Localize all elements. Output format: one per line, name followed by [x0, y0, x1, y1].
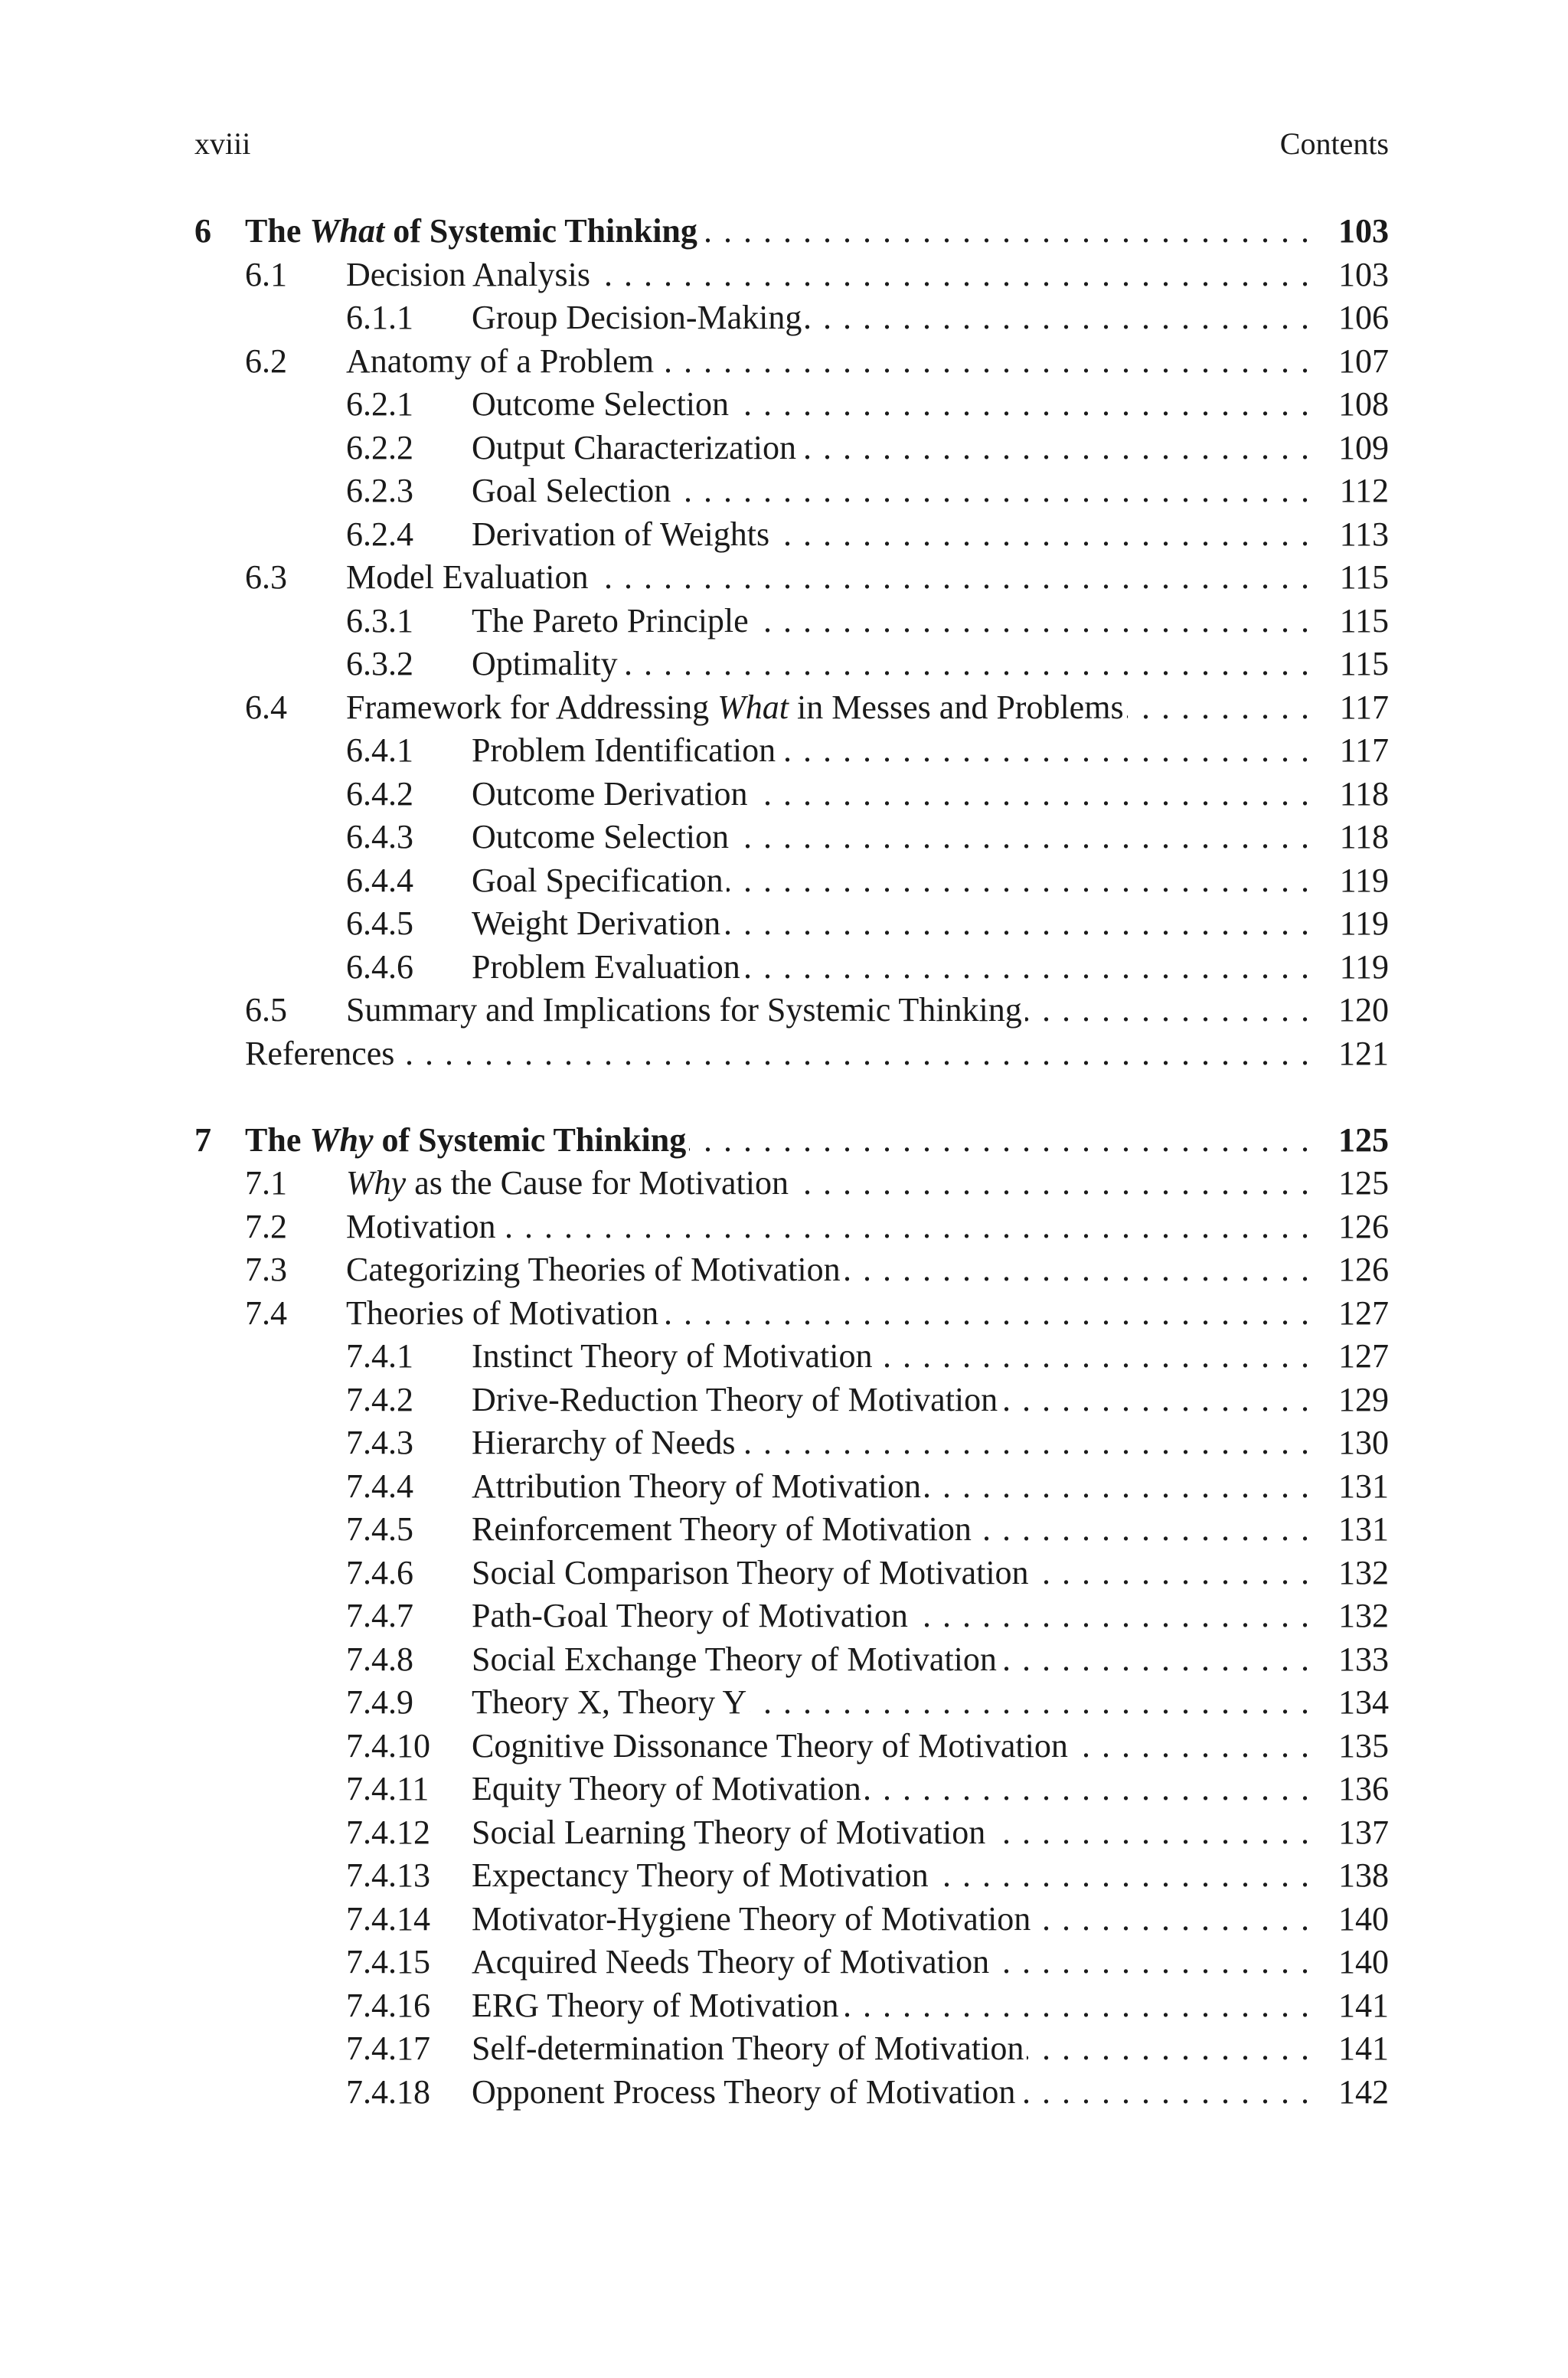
section-entry[interactable] — [0, 728, 1568, 774]
entry-title-text: Categorizing Theories of Motivation — [346, 1251, 841, 1288]
entry-title-text: Opponent Process Theory of Motivation — [472, 2072, 1016, 2111]
entry-number: 7.4.3 — [346, 1424, 413, 1461]
entry-title-leader — [346, 252, 1311, 298]
entry-title-leader — [472, 944, 1311, 990]
section-entry[interactable] — [0, 1723, 1568, 1769]
entry-title-leader — [346, 1160, 1311, 1206]
entry-title-text: Outcome Selection — [472, 818, 730, 855]
entry-number: 7.1 — [245, 1164, 287, 1202]
entry-title-leader — [472, 1506, 1311, 1552]
entry-number: 7.3 — [245, 1251, 287, 1288]
entry-page-number: 103 — [1338, 212, 1389, 250]
entry-title — [472, 948, 743, 986]
references-entry[interactable] — [0, 1031, 1568, 1077]
entry-title — [472, 1683, 750, 1721]
entry-title-leader — [472, 1593, 1311, 1639]
section-entry[interactable] — [0, 2069, 1568, 2115]
entry-page-number: 113 — [1339, 515, 1389, 553]
section-entry[interactable] — [0, 1160, 1568, 1206]
entry-page-number: 120 — [1338, 991, 1389, 1029]
entry-number: 7.4.4 — [346, 1467, 413, 1505]
entry-page-number: 133 — [1338, 1640, 1389, 1678]
entry-number: 7.4.16 — [346, 1986, 430, 2024]
entry-title-text: Anatomy of a Problem — [346, 342, 655, 380]
entry-number: 7.2 — [245, 1207, 287, 1245]
section-entry[interactable] — [0, 512, 1568, 558]
entry-number: 6.4.5 — [346, 904, 413, 942]
entry-page-number: 115 — [1339, 601, 1389, 639]
entry-title-text: Reinforcement Theory of Motivation — [472, 1510, 972, 1548]
entry-page-number: 126 — [1338, 1207, 1389, 1245]
entry-title-text: Weight Derivation — [472, 904, 721, 942]
entry-title-text: Equity Theory of Motivation — [472, 1770, 861, 1807]
section-entry[interactable] — [0, 1983, 1568, 2029]
entry-page-number: 136 — [1338, 1770, 1389, 1807]
entry-title — [472, 1943, 992, 1981]
section-entry[interactable] — [0, 1766, 1568, 1812]
entry-number: 6.3.1 — [346, 601, 413, 639]
running-head: Contents — [1279, 126, 1389, 161]
entry-title — [472, 2073, 1018, 2111]
entry-title-text: in Messes and Problems — [789, 688, 1124, 726]
entry-title-text: Cognitive Dissonance Theory of Motivation — [472, 1726, 1068, 1765]
entry-page-number: 119 — [1339, 947, 1389, 986]
entry-title-leader — [346, 1247, 1311, 1293]
section-entry[interactable] — [0, 295, 1568, 341]
section-entry[interactable] — [0, 1810, 1568, 1856]
entry-title-text: Expectancy Theory of Motivation — [472, 1856, 929, 1894]
entry-number: 7.4.15 — [346, 1943, 430, 1981]
entry-number: 6.2 — [245, 342, 287, 380]
entry-title-text: Acquired Needs Theory of Motivation — [472, 1943, 990, 1981]
entry-title-leader — [472, 425, 1311, 471]
entry-title-text: Derivation of Weights — [472, 515, 770, 553]
entry-title-leader — [472, 1939, 1311, 1985]
entry-title-text: Attribution Theory of Motivation — [472, 1467, 922, 1505]
chapter-entry[interactable] — [0, 1117, 1568, 1163]
entry-title-text: The Pareto Principle — [472, 601, 749, 639]
entry-number: 7.4.13 — [346, 1856, 430, 1894]
entry-title — [472, 1554, 1032, 1591]
entry-title-leader — [472, 1333, 1311, 1379]
entry-number: 7.4.14 — [346, 1899, 430, 1938]
entry-title-leader — [472, 1377, 1311, 1423]
entry-title-text: Outcome Derivation — [472, 774, 748, 813]
entry-page-number: 135 — [1338, 1726, 1389, 1765]
entry-title-leader — [472, 1550, 1311, 1596]
section-entry[interactable] — [0, 1550, 1568, 1596]
entry-title-text: Goal Specification — [472, 861, 724, 899]
entry-page-number: 125 — [1338, 1120, 1389, 1159]
entry-title-leader — [472, 901, 1311, 947]
entry-title-leader — [346, 554, 1311, 600]
entry-page-number: 132 — [1338, 1553, 1389, 1591]
entry-page-number: 129 — [1338, 1380, 1389, 1418]
entry-title-leader — [472, 512, 1311, 558]
entry-number: 6.1 — [245, 255, 287, 293]
entry-page-number: 132 — [1338, 1597, 1389, 1634]
entry-title — [245, 212, 701, 250]
entry-title — [472, 602, 752, 639]
entry-title-text: Group Decision-Making — [472, 299, 802, 336]
entry-title — [346, 1208, 499, 1245]
entry-title — [472, 429, 799, 466]
entry-number: 7.4.2 — [346, 1380, 413, 1418]
section-entry[interactable] — [0, 1204, 1568, 1250]
section-entry[interactable] — [0, 1853, 1568, 1899]
entry-page-number: 130 — [1338, 1424, 1389, 1461]
entry-title-text: Drive-Reduction Theory of Motivation — [472, 1380, 998, 1418]
entry-title — [472, 1856, 932, 1894]
entry-page-number: 138 — [1338, 1856, 1389, 1894]
entry-title-leader — [346, 1204, 1311, 1250]
entry-title-leader — [346, 339, 1311, 384]
entry-number: 7.4.17 — [346, 2030, 430, 2067]
entry-title — [346, 1164, 792, 1202]
entry-title — [472, 818, 732, 855]
entry-number: 6.2.3 — [346, 472, 413, 509]
entry-title — [472, 775, 750, 813]
entry-title — [346, 689, 1127, 726]
entry-number: 7.4.18 — [346, 2072, 430, 2111]
entry-title-text: Hierarchy of Needs — [472, 1424, 736, 1461]
entry-number: 6.4.3 — [346, 818, 413, 855]
entry-page-number: 134 — [1338, 1683, 1389, 1721]
entry-title-text: Social Comparison Theory of Motivation — [472, 1553, 1029, 1591]
section-entry[interactable] — [0, 1290, 1568, 1336]
entry-title-leader — [472, 598, 1311, 644]
page-number-label: xviii — [194, 126, 251, 161]
entry-title-text: Theory X, Theory Y — [472, 1683, 747, 1721]
entry-number: 6.2.4 — [346, 515, 413, 553]
entry-title — [346, 558, 592, 596]
section-entry[interactable] — [0, 814, 1568, 860]
section-entry[interactable] — [0, 1464, 1568, 1510]
entry-title-leader — [245, 1031, 1311, 1077]
entry-number: 6.2.1 — [346, 385, 413, 423]
entry-page-number: 112 — [1339, 472, 1389, 509]
entry-title-leader — [472, 2026, 1311, 2072]
entry-number: 7.4.11 — [346, 1770, 430, 1807]
entry-title-text: The — [245, 212, 310, 250]
entry-title-text: Problem Evaluation — [472, 947, 740, 986]
entry-title — [472, 904, 724, 942]
entry-page-number: 117 — [1339, 731, 1389, 769]
entry-title-text: Optimality — [472, 645, 618, 682]
section-entry[interactable] — [0, 554, 1568, 600]
entry-number: 7.4.6 — [346, 1553, 413, 1591]
entry-title-leader — [346, 685, 1311, 731]
entry-title — [472, 1467, 924, 1505]
page-header — [0, 0, 1568, 184]
entry-page-number: 108 — [1338, 385, 1389, 423]
entry-page-number: 125 — [1338, 1164, 1389, 1202]
entry-number: 7.4.12 — [346, 1813, 430, 1851]
entry-title-text: Path-Goal Theory of Motivation — [472, 1597, 908, 1634]
entry-page-number: 126 — [1338, 1251, 1389, 1288]
entry-number: 6.4.2 — [346, 774, 413, 813]
entry-title-text: Decision Analysis — [346, 255, 590, 293]
section-entry[interactable] — [0, 1377, 1568, 1423]
entry-title-leader — [472, 1853, 1311, 1899]
entry-title-text: as the Cause for Motivation — [406, 1164, 789, 1202]
section-entry[interactable] — [0, 987, 1568, 1033]
entry-title — [472, 1597, 911, 1634]
entry-title-leader — [472, 858, 1311, 904]
entry-page-number: 117 — [1339, 688, 1389, 726]
entry-page-number: 131 — [1338, 1510, 1389, 1548]
section-entry[interactable] — [0, 468, 1568, 514]
section-entry[interactable] — [0, 901, 1568, 947]
entry-title-emphasis: Why — [346, 1164, 407, 1202]
entry-title-leader — [472, 728, 1311, 774]
entry-number: 6.5 — [245, 991, 287, 1029]
entry-title-leader — [472, 1420, 1311, 1466]
entry-title — [472, 515, 773, 553]
entry-number: 7.4 — [245, 1294, 287, 1332]
entry-title — [346, 256, 593, 293]
entry-number: 6.1.1 — [346, 299, 413, 336]
entry-page-number: 127 — [1338, 1294, 1389, 1332]
entry-title-leader — [472, 771, 1311, 817]
entry-number: 6 — [194, 212, 211, 250]
section-entry[interactable] — [0, 1333, 1568, 1379]
entry-title-leader — [346, 1290, 1311, 1336]
entry-title-leader — [472, 1983, 1311, 2029]
entry-title-emphasis: What — [717, 688, 789, 726]
entry-number: 6.4.1 — [346, 731, 413, 769]
entry-number: 7.4.9 — [346, 1683, 413, 1721]
entry-title — [472, 1640, 1000, 1678]
entry-page-number: 107 — [1338, 342, 1389, 380]
entry-title — [472, 645, 621, 682]
entry-title-text: Summary and Implications for Systemic Thinking — [346, 991, 1022, 1029]
entry-title-text: Outcome Selection — [472, 385, 730, 423]
entry-title-text: References — [245, 1034, 395, 1072]
entry-title-leader — [472, 1766, 1311, 1812]
section-entry[interactable] — [0, 1420, 1568, 1466]
entry-number: 6.4.6 — [346, 947, 413, 986]
entry-page-number: 137 — [1338, 1813, 1389, 1851]
entry-page-number: 118 — [1339, 818, 1389, 855]
entry-title — [346, 1294, 662, 1332]
entry-title — [472, 1770, 864, 1807]
entry-title-text: Problem Identification — [472, 731, 776, 769]
entry-title-text: Output Characterization — [472, 428, 796, 466]
section-entry[interactable] — [0, 1637, 1568, 1683]
entry-page-number: 115 — [1339, 558, 1389, 596]
entry-page-number: 127 — [1338, 1337, 1389, 1375]
entry-number: 7.4.1 — [346, 1337, 413, 1375]
entry-page-number: 115 — [1339, 645, 1389, 682]
entry-title — [472, 1900, 1034, 1938]
entry-number: 7.4.5 — [346, 1510, 413, 1548]
entry-number: 7.4.10 — [346, 1726, 430, 1765]
entry-number: 6.3 — [245, 558, 287, 596]
entry-page-number: 141 — [1338, 2030, 1389, 2067]
entry-title — [472, 1381, 1001, 1418]
entry-title — [472, 731, 779, 769]
entry-title-text: Framework for Addressing — [346, 688, 718, 726]
entry-title — [346, 342, 657, 380]
entry-number: 6.2.2 — [346, 428, 413, 466]
entry-title-text: of Systemic Thinking — [384, 212, 697, 250]
section-entry[interactable] — [0, 252, 1568, 298]
entry-title-text: ERG Theory of Motivation — [472, 1986, 839, 2024]
entry-title — [245, 1121, 689, 1159]
entry-page-number: 109 — [1338, 428, 1389, 466]
entry-number: 6.3.2 — [346, 645, 413, 682]
entry-title — [346, 1251, 844, 1288]
entry-page-number: 140 — [1338, 1899, 1389, 1938]
entry-title — [245, 1035, 397, 1072]
entry-title — [472, 385, 732, 423]
entry-title-text: Instinct Theory of Motivation — [472, 1337, 873, 1375]
entry-title-text: Social Learning Theory of Motivation — [472, 1813, 986, 1851]
section-entry[interactable] — [0, 944, 1568, 990]
section-entry[interactable] — [0, 425, 1568, 471]
entry-title-leader — [472, 295, 1311, 341]
entry-title-text: The — [245, 1120, 310, 1159]
entry-page-number: 142 — [1338, 2072, 1389, 2111]
entry-title-leader — [472, 1464, 1311, 1510]
entry-title-leader — [472, 641, 1311, 687]
entry-title-leader — [472, 1896, 1311, 1942]
entry-page-number: 118 — [1339, 774, 1389, 813]
section-entry[interactable] — [0, 1593, 1568, 1639]
entry-page-number: 119 — [1339, 861, 1389, 899]
entry-title-text: Social Exchange Theory of Motivation — [472, 1640, 997, 1678]
entry-title-text: Goal Selection — [472, 472, 671, 509]
entry-title-leader — [472, 1680, 1311, 1725]
entry-title-text: Motivation — [346, 1207, 496, 1245]
entry-title-leader — [472, 814, 1311, 860]
entry-title-leader — [472, 381, 1311, 427]
entry-page-number: 121 — [1338, 1034, 1389, 1072]
section-entry[interactable] — [0, 339, 1568, 384]
entry-title-text: Motivator-Hygiene Theory of Motivation — [472, 1899, 1031, 1938]
entry-title — [472, 1814, 988, 1851]
section-entry[interactable] — [0, 2026, 1568, 2072]
entry-title-text: Model Evaluation — [346, 558, 589, 596]
entry-page-number: 141 — [1338, 1986, 1389, 2024]
entry-title-emphasis: What — [309, 212, 385, 250]
entry-page-number: 119 — [1339, 904, 1389, 942]
section-entry[interactable] — [0, 598, 1568, 644]
section-entry[interactable] — [0, 1896, 1568, 1942]
section-entry[interactable] — [0, 1939, 1568, 1985]
entry-title-leader — [472, 2069, 1311, 2115]
section-entry[interactable] — [0, 771, 1568, 817]
entry-title — [472, 472, 674, 509]
entry-title — [472, 2030, 1027, 2067]
entry-number: 6.4 — [245, 688, 287, 726]
entry-title — [472, 862, 727, 899]
entry-number: 7.4.8 — [346, 1640, 413, 1678]
section-entry[interactable] — [0, 641, 1568, 687]
entry-page-number: 106 — [1338, 299, 1389, 336]
entry-title-leader — [472, 1723, 1311, 1769]
entry-page-number: 140 — [1338, 1943, 1389, 1981]
section-entry[interactable] — [0, 381, 1568, 427]
entry-page-number: 103 — [1338, 255, 1389, 293]
entry-number: 7.4.7 — [346, 1597, 413, 1634]
entry-title-leader — [346, 987, 1311, 1033]
section-entry[interactable] — [0, 685, 1568, 731]
entry-title-leader — [472, 1810, 1311, 1856]
section-entry[interactable] — [0, 1506, 1568, 1552]
entry-title-emphasis: Why — [309, 1120, 374, 1159]
entry-title — [472, 299, 805, 336]
entry-title — [472, 1510, 975, 1548]
entry-number: 7 — [194, 1120, 211, 1159]
entry-title — [472, 1424, 739, 1461]
entry-title-text: Self-determination Theory of Motivation — [472, 2030, 1024, 2067]
entry-title — [472, 1337, 875, 1375]
chapter-entry[interactable] — [0, 208, 1568, 254]
entry-title-leader — [472, 468, 1311, 514]
entry-title-text: of Systemic Thinking — [373, 1120, 687, 1159]
entry-title-text: Theories of Motivation — [346, 1294, 659, 1332]
section-entry[interactable] — [0, 858, 1568, 904]
entry-title-leader — [245, 1117, 1311, 1163]
entry-title — [346, 991, 1025, 1029]
entry-title — [472, 1987, 841, 2024]
section-entry[interactable] — [0, 1680, 1568, 1725]
entry-title-leader — [472, 1637, 1311, 1683]
entry-title-leader — [245, 208, 1311, 254]
entry-number: 6.4.4 — [346, 861, 413, 899]
entry-title — [472, 1727, 1071, 1765]
entry-page-number: 131 — [1338, 1467, 1389, 1505]
section-entry[interactable] — [0, 1247, 1568, 1293]
